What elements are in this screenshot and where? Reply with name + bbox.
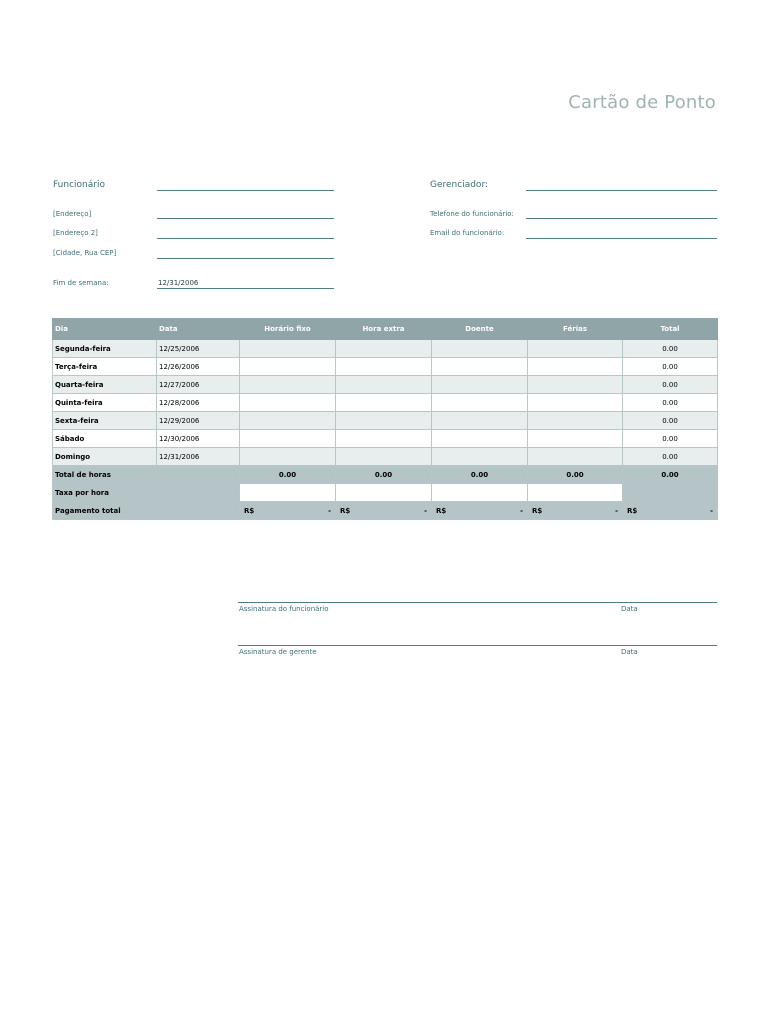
total-cell: 0.00: [623, 394, 718, 412]
table-row: [53, 430, 718, 448]
overtime-cell[interactable]: [336, 448, 432, 466]
vacation-cell[interactable]: [528, 376, 623, 394]
total-regular: 0.00: [240, 466, 336, 484]
regular-hours-cell[interactable]: [240, 448, 336, 466]
weekend-label: Fim de semana:: [53, 279, 109, 287]
col-header-day: Dia: [53, 319, 157, 340]
employee-signature-line[interactable]: [238, 602, 717, 603]
currency-symbol: R$: [340, 506, 351, 515]
total-cell: 0.00: [623, 358, 718, 376]
total-payment-row: [53, 502, 718, 520]
page-title: Cartão de Ponto: [568, 92, 716, 113]
email-field-line[interactable]: [526, 238, 717, 239]
col-header-total: Total: [623, 319, 718, 340]
employee-signature-date-label: Data: [621, 605, 638, 613]
regular-hours-cell[interactable]: [240, 376, 336, 394]
pay-sick: [432, 502, 528, 520]
day-cell: Sábado: [53, 430, 157, 448]
total-cell: 0.00: [623, 376, 718, 394]
overtime-cell[interactable]: [336, 376, 432, 394]
sick-cell[interactable]: [432, 376, 528, 394]
total-vacation: 0.00: [528, 466, 623, 484]
table-row: [53, 340, 718, 358]
vacation-cell[interactable]: [528, 448, 623, 466]
table-row: [53, 448, 718, 466]
total-payment-label: Pagamento total: [53, 502, 240, 520]
hourly-rate-row: [53, 484, 718, 502]
pay-total: [623, 502, 718, 520]
date-cell[interactable]: 12/29/2006: [157, 412, 240, 430]
pay-value: -: [424, 506, 427, 515]
rate-total-cell: [623, 484, 718, 502]
manager-signature-date-label: Data: [621, 648, 638, 656]
rate-vacation-cell[interactable]: [528, 484, 623, 502]
col-header-regular: Horário fixo: [240, 319, 336, 340]
employee-signature-label: Assinatura do funcionário: [239, 605, 329, 613]
sick-cell[interactable]: [432, 358, 528, 376]
overtime-cell[interactable]: [336, 340, 432, 358]
sick-cell[interactable]: [432, 430, 528, 448]
currency-symbol: R$: [627, 506, 638, 515]
date-cell[interactable]: 12/27/2006: [157, 376, 240, 394]
total-hours-row: [53, 466, 718, 484]
day-cell: Segunda-feira: [53, 340, 157, 358]
vacation-cell[interactable]: [528, 394, 623, 412]
employee-field-line[interactable]: [157, 190, 334, 191]
phone-field-line[interactable]: [526, 218, 717, 219]
date-cell[interactable]: 12/26/2006: [157, 358, 240, 376]
date-cell[interactable]: 12/30/2006: [157, 430, 240, 448]
currency-symbol: R$: [244, 506, 255, 515]
manager-field-line[interactable]: [526, 190, 717, 191]
vacation-cell[interactable]: [528, 412, 623, 430]
total-hours-label: Total de horas: [53, 466, 240, 484]
manager-signature-label: Assinatura de gerente: [239, 648, 317, 656]
col-header-overtime: Hora extra: [336, 319, 432, 340]
vacation-cell[interactable]: [528, 430, 623, 448]
address-field-line[interactable]: [157, 218, 334, 219]
col-header-sick: Doente: [432, 319, 528, 340]
currency-symbol: R$: [436, 506, 447, 515]
total-sick: 0.00: [432, 466, 528, 484]
pay-overtime: [336, 502, 432, 520]
regular-hours-cell[interactable]: [240, 430, 336, 448]
manager-label: Gerenciador:: [430, 180, 489, 190]
day-cell: Domingo: [53, 448, 157, 466]
pay-vacation: [528, 502, 623, 520]
timecard-table: [52, 318, 718, 520]
pay-regular: [240, 502, 336, 520]
total-cell: 0.00: [623, 430, 718, 448]
address2-label: [Endereço 2]: [53, 229, 98, 237]
weekend-value[interactable]: 12/31/2006: [158, 279, 199, 287]
day-cell: Sexta-feira: [53, 412, 157, 430]
employee-label: Funcionário: [53, 180, 105, 190]
total-cell: 0.00: [623, 340, 718, 358]
overtime-cell[interactable]: [336, 394, 432, 412]
total-cell: 0.00: [623, 448, 718, 466]
regular-hours-cell[interactable]: [240, 394, 336, 412]
email-label: Email do funcionário:: [430, 229, 505, 237]
sick-cell[interactable]: [432, 448, 528, 466]
rate-regular-cell[interactable]: [240, 484, 336, 502]
total-overtime: 0.00: [336, 466, 432, 484]
vacation-cell[interactable]: [528, 358, 623, 376]
total-grand: 0.00: [623, 466, 718, 484]
regular-hours-cell[interactable]: [240, 340, 336, 358]
manager-signature-line[interactable]: [238, 645, 717, 646]
table-row: [53, 394, 718, 412]
sick-cell[interactable]: [432, 340, 528, 358]
total-cell: 0.00: [623, 412, 718, 430]
currency-symbol: R$: [532, 506, 543, 515]
overtime-cell[interactable]: [336, 412, 432, 430]
sick-cell[interactable]: [432, 412, 528, 430]
regular-hours-cell[interactable]: [240, 358, 336, 376]
pay-value: -: [710, 506, 713, 515]
phone-label: Telefone do funcionário:: [430, 210, 514, 218]
rate-sick-cell[interactable]: [432, 484, 528, 502]
date-cell[interactable]: 12/31/2006: [157, 448, 240, 466]
pay-value: -: [615, 506, 618, 515]
day-cell: Quarta-feira: [53, 376, 157, 394]
table-row: [53, 358, 718, 376]
address2-field-line[interactable]: [157, 238, 334, 239]
hourly-rate-label: Taxa por hora: [53, 484, 240, 502]
overtime-cell[interactable]: [336, 358, 432, 376]
weekend-field-line: [157, 288, 334, 289]
address-label: [Endereço]: [53, 210, 92, 218]
col-header-vacation: Férias: [528, 319, 623, 340]
col-header-date: Data: [157, 319, 240, 340]
overtime-cell[interactable]: [336, 430, 432, 448]
pay-value: -: [328, 506, 331, 515]
table-row: [53, 376, 718, 394]
rate-overtime-cell[interactable]: [336, 484, 432, 502]
regular-hours-cell[interactable]: [240, 412, 336, 430]
date-cell[interactable]: 12/28/2006: [157, 394, 240, 412]
date-cell[interactable]: 12/25/2006: [157, 340, 240, 358]
city-label: [Cidade, Rua CEP]: [53, 249, 117, 257]
table-row: [53, 412, 718, 430]
vacation-cell[interactable]: [528, 340, 623, 358]
city-field-line[interactable]: [157, 258, 334, 259]
table-header-row: [53, 319, 718, 340]
pay-value: -: [520, 506, 523, 515]
day-cell: Terça-feira: [53, 358, 157, 376]
day-cell: Quinta-feira: [53, 394, 157, 412]
sick-cell[interactable]: [432, 394, 528, 412]
